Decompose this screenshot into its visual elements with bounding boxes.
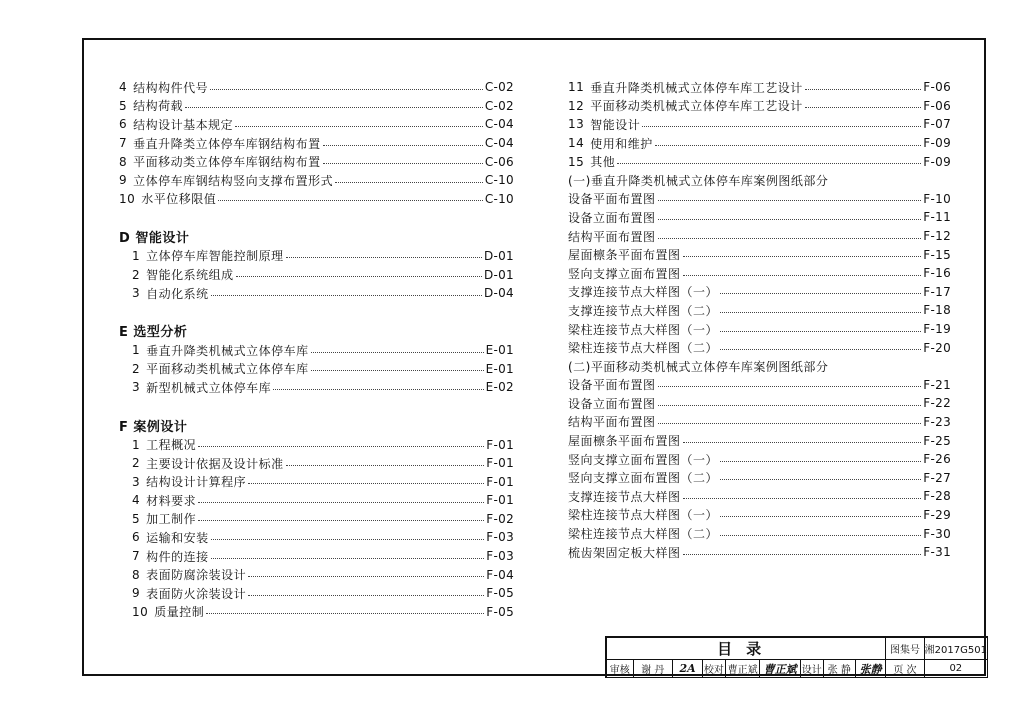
leader-dots <box>273 389 483 390</box>
toc-entry-title: 设备平面布置图 <box>568 378 656 393</box>
toc-entry-page-code: F-18 <box>923 303 951 318</box>
leader-dots <box>286 465 485 466</box>
toc-entry-page-code: F-28 <box>923 489 951 504</box>
toc-entry <box>568 468 951 487</box>
toc-entry-title: 结构平面布置图 <box>568 229 656 244</box>
leader-dots <box>198 520 484 521</box>
toc-entry <box>568 450 951 469</box>
leader-dots <box>655 145 922 146</box>
atlas-label: 图集号 <box>886 638 924 660</box>
toc-entry-title: 平面移动类立体停车库钢结构布置 <box>133 155 321 170</box>
toc-entry-title: 立体停车库智能控制原理 <box>146 249 284 264</box>
toc-entry-title: 水平位移限值 <box>141 192 217 207</box>
toc-entry <box>119 491 514 510</box>
toc-entry-page-code: F-06 <box>923 80 951 95</box>
leader-dots <box>720 479 921 480</box>
toc-entry-title: 梁柱连接节点大样图（二） <box>568 341 719 356</box>
leader-dots <box>683 498 922 499</box>
part-one-heading: (一)垂直升降类机械式立体停车库案例图纸部分 <box>568 173 829 188</box>
leader-dots <box>248 483 484 484</box>
toc-list-right-top <box>568 78 951 171</box>
toc-entry-title: 其他 <box>590 155 616 170</box>
leader-dots <box>185 107 483 108</box>
leader-dots <box>720 312 921 313</box>
leader-dots <box>805 107 922 108</box>
toc-entry-title: 智能设计 <box>590 117 641 132</box>
section-heading-d: D 智能设计 <box>119 231 190 247</box>
toc-entry-title: 新型机械式立体停车库 <box>146 380 272 395</box>
toc-entry-number: 11 <box>568 80 585 95</box>
toc-entry-page-code: F-12 <box>923 229 951 244</box>
leader-dots <box>683 442 922 443</box>
toc-list-part-one <box>568 190 951 357</box>
leader-dots <box>658 386 922 387</box>
toc-entry-page-code: F-09 <box>923 136 951 151</box>
toc-entry-page-code: F-04 <box>486 567 514 582</box>
toc-entry-page-code: F-30 <box>923 526 951 541</box>
leader-dots <box>248 576 484 577</box>
toc-entry-page-code: F-17 <box>923 284 951 299</box>
toc-entry <box>568 301 951 320</box>
toc-list-d <box>119 247 514 303</box>
toc-entry-title: 结构平面布置图 <box>568 415 656 430</box>
toc-entry-title: 支撑连接节点大样图 <box>568 489 681 504</box>
title-block <box>605 636 988 678</box>
toc-entry-page-code: C-06 <box>484 154 514 169</box>
checker-name: 曹正斌 <box>725 660 760 678</box>
toc-entry <box>568 190 951 209</box>
toc-entry <box>119 265 514 284</box>
leader-dots <box>218 200 483 201</box>
toc-entry <box>568 506 951 525</box>
leader-dots <box>311 352 484 353</box>
toc-entry-page-code: F-19 <box>923 322 951 337</box>
toc-entry-page-code: F-01 <box>486 474 514 489</box>
toc-entry <box>119 134 514 153</box>
toc-entry-number: 1 <box>132 343 141 358</box>
toc-entry-title: 表面防腐涂装设计 <box>146 568 247 583</box>
toc-entry-title: 设备平面布置图 <box>568 192 656 207</box>
toc-entry-number: 9 <box>132 586 141 601</box>
leader-dots <box>683 554 922 555</box>
toc-entry-title: 梁柱连接节点大样图（二） <box>568 527 719 542</box>
toc-entry-title: 梁柱连接节点大样图（一） <box>568 322 719 337</box>
atlas-number: 湘2017G501 <box>924 638 987 660</box>
toc-entry-number: 4 <box>132 493 141 508</box>
toc-entry-number: 8 <box>119 154 128 169</box>
page-number: 02 <box>924 660 987 678</box>
toc-entry <box>568 97 951 116</box>
leader-dots <box>235 126 483 127</box>
toc-entry-title: 竖向支撑立面布置图 <box>568 266 681 281</box>
toc-entry-number: 6 <box>132 530 141 545</box>
toc-entry-number: 15 <box>568 154 585 169</box>
toc-entry <box>119 528 514 547</box>
designer-signature: 张静 <box>855 660 885 678</box>
toc-entry-page-code: F-07 <box>923 117 951 132</box>
toc-entry-number: 2 <box>132 456 141 471</box>
toc-entry-page-code: F-06 <box>923 98 951 113</box>
toc-entry-title: 主要设计依据及设计标准 <box>146 456 284 471</box>
toc-entry-title: 使用和维护 <box>590 136 653 151</box>
toc-entry-number: 14 <box>568 136 585 151</box>
toc-entry-number: 10 <box>132 604 149 619</box>
toc-entry-title: 立体停车库钢结构竖向支撑布置形式 <box>133 173 334 188</box>
leader-dots <box>720 331 921 332</box>
toc-list-e <box>119 341 514 397</box>
leader-dots <box>720 516 921 517</box>
part-two-heading: (二)平面移动类机械式立体停车库案例图纸部分 <box>568 359 829 374</box>
toc-entry-page-code: F-05 <box>486 586 514 601</box>
toc-entry-title: 结构荷载 <box>133 99 184 114</box>
leader-dots <box>323 163 483 164</box>
toc-entry <box>568 227 951 246</box>
toc-entry-number: 3 <box>132 380 141 395</box>
toc-entry <box>119 547 514 566</box>
leader-dots <box>311 370 484 371</box>
toc-entry <box>568 413 951 432</box>
toc-entry-number: 5 <box>132 511 141 526</box>
toc-entry-page-code: E-01 <box>485 343 514 358</box>
toc-entry <box>119 341 514 360</box>
leader-dots <box>642 126 921 127</box>
toc-entry-page-code: F-26 <box>923 452 951 467</box>
toc-entry-title: 支撑连接节点大样图（二） <box>568 303 719 318</box>
toc-entry <box>119 454 514 473</box>
toc-entry <box>568 152 951 171</box>
toc-entry-title: 材料要求 <box>146 493 197 508</box>
toc-entry-page-code: F-02 <box>486 511 514 526</box>
leader-dots <box>683 256 922 257</box>
toc-entry-title: 竖向支撑立面布置图（二） <box>568 471 719 486</box>
toc-entry-title: 设备立面布置图 <box>568 210 656 225</box>
leader-dots <box>210 89 483 90</box>
toc-entry-title: 工程概况 <box>146 438 197 453</box>
leader-dots <box>617 163 921 164</box>
toc-list-part-two <box>568 376 951 562</box>
leader-dots <box>286 257 482 258</box>
toc-entry-page-code: E-01 <box>485 361 514 376</box>
toc-entry-title: 平面移动类机械式立体停车库工艺设计 <box>590 99 803 114</box>
toc-entry-page-code: C-04 <box>484 117 514 132</box>
toc-entry <box>119 284 514 303</box>
toc-entry-page-code: F-25 <box>923 433 951 448</box>
toc-entry-title: 表面防火涂装设计 <box>146 586 247 601</box>
toc-entry-number: 7 <box>132 549 141 564</box>
toc-entry-number: 2 <box>132 361 141 376</box>
toc-entry-title: 加工制作 <box>146 512 197 527</box>
toc-entry-number: 8 <box>132 567 141 582</box>
toc-entry <box>568 78 951 97</box>
leader-dots <box>720 461 921 462</box>
toc-entry-page-code: F-03 <box>486 549 514 564</box>
review-label: 审核 <box>607 660 634 678</box>
leader-dots <box>658 423 922 424</box>
toc-entry-number: 7 <box>119 136 128 151</box>
leader-dots <box>805 89 922 90</box>
toc-entry-page-code: E-02 <box>485 380 514 395</box>
reviewer-name: 谢 丹 <box>633 660 673 678</box>
toc-entry <box>119 171 514 190</box>
check-label: 校对 <box>702 660 725 678</box>
toc-entry-title: 运输和安装 <box>146 530 209 545</box>
title-block-title: 目录 <box>607 638 886 660</box>
toc-entry <box>119 603 514 622</box>
checker-signature: 曹正斌 <box>760 660 800 678</box>
toc-entry <box>568 134 951 153</box>
toc-entry-page-code: C-10 <box>484 191 514 206</box>
leader-dots <box>198 502 484 503</box>
leader-dots <box>720 535 921 536</box>
leader-dots <box>206 613 484 614</box>
toc-entry-page-code: C-02 <box>484 80 514 95</box>
toc-entry <box>568 394 951 413</box>
toc-entry <box>568 431 951 450</box>
toc-entry-title: 设备立面布置图 <box>568 396 656 411</box>
toc-entry-page-code: F-21 <box>923 377 951 392</box>
toc-entry-number: 3 <box>132 286 141 301</box>
toc-list-f <box>119 435 514 621</box>
toc-entry-number: 9 <box>119 173 128 188</box>
toc-entry <box>568 543 951 562</box>
toc-entry-page-code: F-15 <box>923 247 951 262</box>
toc-entry-page-code: D-01 <box>483 248 514 263</box>
toc-entry <box>119 510 514 529</box>
toc-entry <box>119 565 514 584</box>
toc-entry <box>568 283 951 302</box>
toc-entry-title: 智能化系统组成 <box>146 268 234 283</box>
page-label: 页 次 <box>886 660 924 678</box>
toc-entry-page-code: F-09 <box>923 154 951 169</box>
toc-entry <box>568 115 951 134</box>
toc-entry-title: 质量控制 <box>154 605 205 620</box>
toc-entry <box>568 320 951 339</box>
toc-entry <box>568 524 951 543</box>
toc-entry-number: 13 <box>568 117 585 132</box>
toc-entry-page-code: F-16 <box>923 266 951 281</box>
leader-dots <box>720 349 921 350</box>
toc-left-column <box>119 78 514 621</box>
leader-dots <box>683 275 922 276</box>
toc-entry-page-code: F-23 <box>923 414 951 429</box>
toc-entry-title: 屋面檩条平面布置图 <box>568 248 681 263</box>
leader-dots <box>323 145 483 146</box>
toc-entry <box>119 78 514 97</box>
leader-dots <box>658 200 922 201</box>
toc-entry-title: 结构构件代号 <box>133 80 209 95</box>
toc-entry <box>568 487 951 506</box>
toc-entry <box>568 264 951 283</box>
toc-entry-number: 3 <box>132 474 141 489</box>
leader-dots <box>236 276 482 277</box>
toc-entry-title: 竖向支撑立面布置图（一） <box>568 452 719 467</box>
toc-entry-page-code: F-05 <box>486 604 514 619</box>
toc-entry-number: 5 <box>119 98 128 113</box>
toc-entry-page-code: D-01 <box>483 267 514 282</box>
toc-entry-number: 10 <box>119 191 136 206</box>
toc-entry-page-code: D-04 <box>483 286 514 301</box>
toc-entry-page-code: F-10 <box>923 191 951 206</box>
section-heading-e: E 选型分析 <box>119 325 188 341</box>
toc-entry <box>568 208 951 227</box>
leader-dots <box>248 595 484 596</box>
reviewer-signature: 2A <box>673 660 703 678</box>
toc-entry <box>119 378 514 397</box>
toc-entry-title: 垂直升降类立体停车库钢结构布置 <box>133 136 321 151</box>
toc-entry-number: 12 <box>568 98 585 113</box>
designer-name: 张 静 <box>823 660 855 678</box>
toc-entry-page-code: F-20 <box>923 340 951 355</box>
toc-entry-page-code: F-27 <box>923 470 951 485</box>
toc-entry <box>119 152 514 171</box>
leader-dots <box>198 446 484 447</box>
leader-dots <box>720 293 921 294</box>
toc-entry-title: 梁柱连接节点大样图（一） <box>568 508 719 523</box>
toc-entry-page-code: F-01 <box>486 493 514 508</box>
toc-entry-title: 梳齿架固定板大样图 <box>568 545 681 560</box>
toc-entry-title: 结构设计计算程序 <box>146 475 247 490</box>
toc-entry-page-code: F-03 <box>486 530 514 545</box>
drawing-frame <box>82 38 986 676</box>
toc-entry-title: 垂直升降类机械式立体停车库 <box>146 343 309 358</box>
toc-entry-page-code: F-29 <box>923 507 951 522</box>
toc-entry-number: 2 <box>132 267 141 282</box>
toc-entry <box>568 376 951 395</box>
design-label: 设计 <box>800 660 823 678</box>
toc-entry-title: 垂直升降类机械式立体停车库工艺设计 <box>590 80 803 95</box>
leader-dots <box>211 539 485 540</box>
toc-entry-title: 屋面檩条平面布置图 <box>568 434 681 449</box>
toc-entry-page-code: F-01 <box>486 437 514 452</box>
leader-dots <box>335 182 483 183</box>
toc-entry-title: 结构设计基本规定 <box>133 117 234 132</box>
toc-entry-page-code: C-02 <box>484 98 514 113</box>
toc-entry-page-code: F-22 <box>923 396 951 411</box>
leader-dots <box>211 295 482 296</box>
toc-entry-title: 平面移动类机械式立体停车库 <box>146 362 309 377</box>
toc-entry-page-code: C-04 <box>484 136 514 151</box>
toc-entry-title: 构件的连接 <box>146 549 209 564</box>
toc-entry <box>119 360 514 379</box>
section-heading-f: F 案例设计 <box>119 419 188 435</box>
toc-entry-page-code: F-31 <box>923 545 951 560</box>
toc-entry-number: 4 <box>119 80 128 95</box>
toc-entry <box>119 115 514 134</box>
leader-dots <box>658 405 922 406</box>
toc-entry-number: 1 <box>132 437 141 452</box>
toc-entry <box>119 97 514 116</box>
toc-entry <box>119 247 514 266</box>
toc-entry-number: 6 <box>119 117 128 132</box>
toc-entry <box>119 190 514 209</box>
toc-entry-page-code: C-10 <box>484 173 514 188</box>
toc-list-left <box>119 78 514 208</box>
toc-right-column <box>568 78 951 561</box>
leader-dots <box>211 558 485 559</box>
toc-entry-page-code: F-11 <box>923 210 951 225</box>
toc-entry-title: 自动化系统 <box>146 286 209 301</box>
toc-entry-page-code: F-01 <box>486 456 514 471</box>
toc-entry <box>119 435 514 454</box>
toc-entry <box>119 472 514 491</box>
toc-entry <box>119 584 514 603</box>
toc-entry <box>568 245 951 264</box>
toc-entry-title: 支撑连接节点大样图（一） <box>568 285 719 300</box>
leader-dots <box>658 219 922 220</box>
toc-entry <box>568 338 951 357</box>
toc-entry-number: 1 <box>132 248 141 263</box>
leader-dots <box>658 238 922 239</box>
